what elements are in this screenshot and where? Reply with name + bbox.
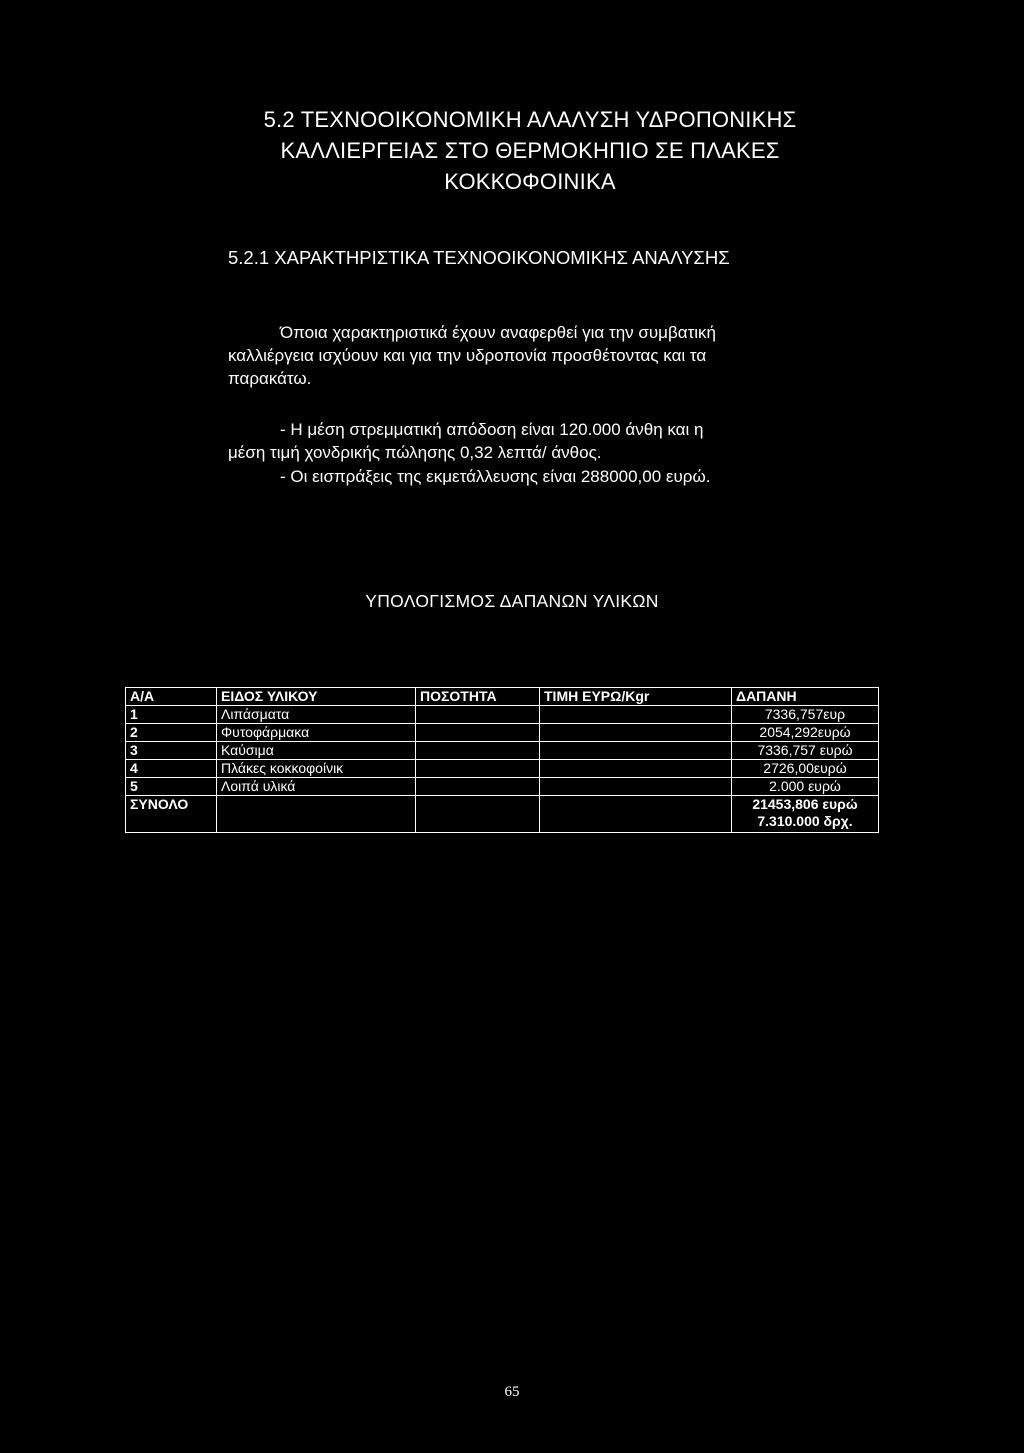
intro-paragraph [228,321,848,390]
cell-price [540,760,732,778]
intro-line: παρακάτω. [228,369,312,388]
total-item-empty [217,796,416,833]
total-cost [732,796,879,833]
cell-aa: 2 [126,724,217,742]
table-total-row [126,796,879,833]
section-title-line: 5.2 ΤΕΧΝΟΟΙΚΟΝΟΜΙΚΗ ΑΛΑΛΥΣΗ ΥΔΡΟΠΟΝΙΚΗΣ [263,107,797,132]
section-title-line: ΚΑΛΛΙΕΡΓΕΙΑΣ ΣΤΟ ΘΕΡΜΟΚΗΠΙΟ ΣΕ ΠΛΑΚΕΣ [280,138,780,163]
cell-cost: 2726,00ευρώ [732,760,879,778]
table-row [126,724,879,742]
table-row [126,760,879,778]
page-number: 65 [504,1384,520,1400]
table-row [126,706,879,724]
cell-item: Πλάκες κοκκοφοίνικ [217,760,416,778]
cell-price [540,706,732,724]
cell-cost: 7336,757 ευρώ [732,742,879,760]
cell-cost: 7336,757ευρ [732,706,879,724]
cell-price [540,742,732,760]
intro-line: καλλιέργεια ισχύουν και για την υδροπονία προσθέτοντας και τα [228,346,707,365]
cell-cost: 2.000 ευρώ [732,778,879,796]
total-cost-drx: 7.310.000 δρχ. [757,813,853,829]
bullet-line: - Η μέση στρεμματική απόδοση είναι 120.000 άνθη και η [280,420,704,439]
cell-item: Λιπάσματα [217,706,416,724]
subsection-title: 5.2.1 ΧΑΡΑΚΤΗΡΙΣΤΙΚΑ ΤΕΧΝΟΟΙΚΟΝΟΜΙΚΗΣ ΑΝΑΛΥΣΗΣ [228,247,730,268]
total-cost-eur: 21453,806 ευρώ [752,796,858,812]
cell-item: Φυτοφάρμακα [217,724,416,742]
table-row [126,742,879,760]
table-header-row [126,688,879,706]
cell-aa: 1 [126,706,217,724]
section-title [180,104,880,197]
cell-quantity [416,742,540,760]
cell-quantity [416,778,540,796]
section-title-line: ΚΟΚΚΟΦΟΙΝΙΚΑ [444,169,616,194]
cell-quantity [416,706,540,724]
intro-line: Όποια χαρακτηριστικά έχουν αναφερθεί για την συμβατική [280,323,717,342]
cell-cost: 2054,292ευρώ [732,724,879,742]
bullet-line: μέση τιμή χονδρικής πώλησης 0,32 λεπτά/ άνθος. [228,443,602,462]
header-quantity: ΠΟΣΟΤΗΤΑ [416,688,540,706]
cell-aa: 4 [126,760,217,778]
total-label: ΣΥΝΟΛΟ [126,796,217,833]
bullet-yield [228,418,848,464]
header-aa: Α/Α [126,688,217,706]
header-cost: ΔΑΠΑΝΗ [732,688,879,706]
table-title: ΥΠΟΛΟΓΙΣΜΟΣ ΔΑΠΑΝΩΝ ΥΛΙΚΩΝ [365,591,659,611]
cell-quantity [416,724,540,742]
bullet-revenue: - Οι εισπράξεις της εκμετάλλευσης είναι 288000,00 ευρώ. [280,467,711,486]
cell-aa: 3 [126,742,217,760]
header-price: ΤΙΜΗ ΕΥΡΩ/Kgr [540,688,732,706]
cell-price [540,778,732,796]
header-item: ΕΙΔΟΣ ΥΛΙΚΟΥ [217,688,416,706]
total-price-empty [540,796,732,833]
table-row [126,778,879,796]
cell-price [540,724,732,742]
cell-quantity [416,760,540,778]
total-quantity-empty [416,796,540,833]
cell-aa: 5 [126,778,217,796]
cell-item: Λοιπά υλικά [217,778,416,796]
materials-cost-table [125,687,879,833]
cell-item: Καύσιμα [217,742,416,760]
